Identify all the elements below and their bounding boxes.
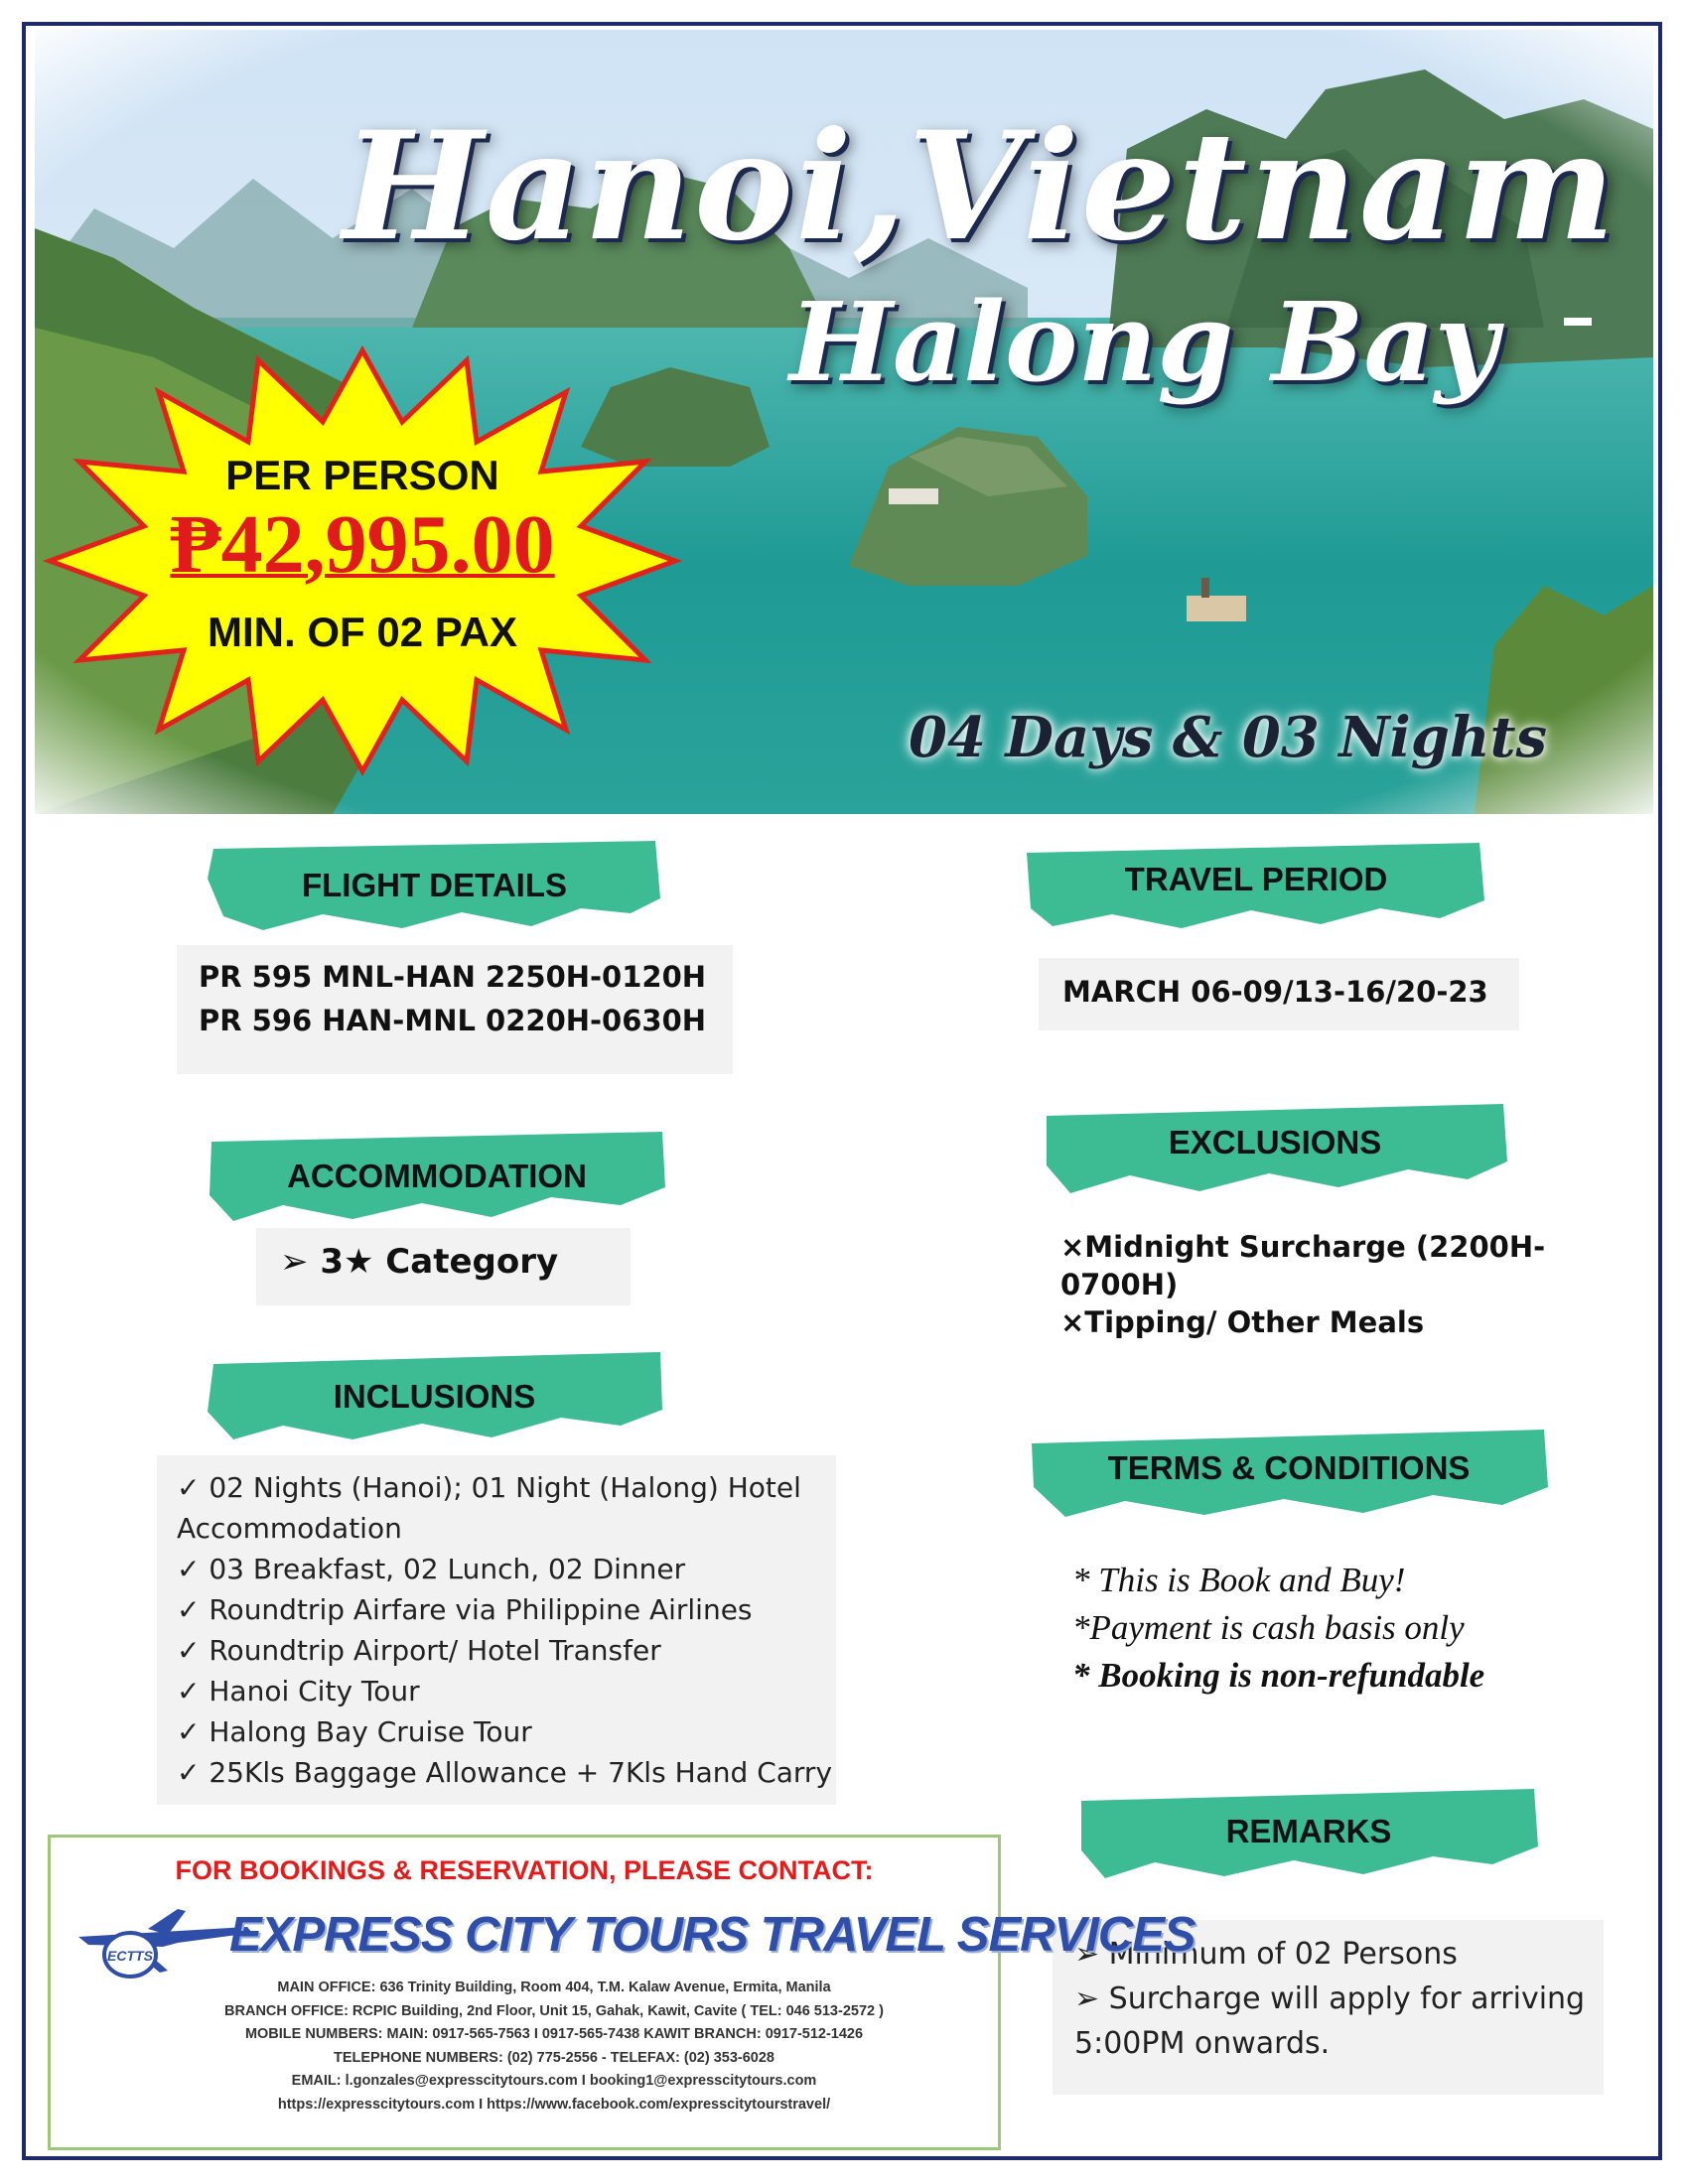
company-name: EXPRESS CITY TOURS TRAVEL SERVICES bbox=[229, 1908, 1196, 1962]
section-title: ACCOMMODATION bbox=[287, 1158, 587, 1194]
inclusion-item: ✓ Roundtrip Airfare via Philippine Airlines bbox=[177, 1593, 753, 1626]
contact-heading: FOR BOOKINGS & RESERVATION, PLEASE CONTACT: bbox=[175, 1855, 874, 1885]
price-label-bottom: MIN. OF 02 PAX bbox=[208, 609, 517, 655]
main-office-address: MAIN OFFICE: 636 Trinity Building, Room 404, T.M. Kalaw Avenue, Ermita, Manila bbox=[277, 1979, 831, 1995]
section-title: TERMS & CONDITIONS bbox=[1107, 1449, 1471, 1486]
logo-text: ECTTS bbox=[107, 1948, 153, 1964]
accommodation-value: ➢ 3★ Category bbox=[280, 1242, 559, 1282]
inclusions-box bbox=[157, 1455, 836, 1805]
remarks-header bbox=[1075, 1787, 1542, 1878]
travel-period-value: MARCH 06-09/13-16/20-23 bbox=[1062, 975, 1488, 1009]
exclusion-item: ×Tipping/ Other Meals bbox=[1060, 1305, 1425, 1339]
hero-title: Hanoi,Vietnam bbox=[343, 99, 1618, 274]
inclusion-item: ✓ Halong Bay Cruise Tour bbox=[177, 1715, 532, 1748]
remark-item: ➢ Surcharge will apply for arriving bbox=[1074, 1981, 1586, 2016]
inclusion-item: ✓ 02 Nights (Hanoi); 01 Night (Halong) Hotel bbox=[177, 1471, 801, 1504]
inclusion-item: ✓ Roundtrip Airport/ Hotel Transfer bbox=[177, 1634, 661, 1667]
inclusion-item: ✓ 03 Breakfast, 02 Lunch, 02 Dinner bbox=[177, 1553, 686, 1585]
section-title: TRAVEL PERIOD bbox=[1124, 861, 1388, 897]
section-title: EXCLUSIONS bbox=[1168, 1124, 1382, 1160]
hero-subtitle: Halong Bay bbox=[789, 278, 1498, 406]
section-title: INCLUSIONS bbox=[333, 1378, 536, 1415]
inclusion-item: ✓ Hanoi City Tour bbox=[177, 1675, 420, 1707]
website-links[interactable]: https://expresscitytours.com I https://www.facebook.com/expresscitytourstravel/ bbox=[277, 2096, 831, 2113]
term-item: * This is Book and Buy! bbox=[1072, 1561, 1406, 1599]
inclusion-item: Accommodation bbox=[177, 1512, 402, 1545]
price-label-top: PER PERSON bbox=[225, 452, 499, 498]
exclusion-item: 0700H) bbox=[1060, 1268, 1179, 1301]
exclusions-list bbox=[1060, 1228, 1577, 1341]
mobile-numbers: MOBILE NUMBERS: MAIN: 0917-565-7563 I 0917-565-7438 KAWIT BRANCH: 0917-512-1426 bbox=[244, 2026, 864, 2042]
inclusions-header bbox=[204, 1350, 665, 1441]
travel-period-box bbox=[1039, 958, 1519, 1030]
branch-office-address: BRANCH OFFICE: RCPIC Building, 2nd Floor, Unit 15, Gahak, Kawit, Cavite ( TEL: 046 513-2572 ) bbox=[224, 2002, 884, 2019]
price-value: ₱42,995.00 bbox=[170, 498, 555, 591]
contact-details bbox=[120, 1977, 988, 2116]
term-item: *Payment is cash basis only bbox=[1072, 1608, 1465, 1647]
term-item: * Booking is non-refundable bbox=[1072, 1656, 1485, 1695]
flight-details-header bbox=[204, 839, 665, 930]
remark-item: 5:00PM onwards. bbox=[1074, 2026, 1331, 2061]
inclusion-item: ✓ 25Kls Baggage Allowance + 7Kls Hand Carry bbox=[177, 1756, 833, 1789]
flight-line-return: PR 596 HAN-MNL 0220H-0630H bbox=[199, 1004, 707, 1037]
email-addresses[interactable]: EMAIL: l.gonzales@expresscitytours.com I booking1@expresscitytours.com bbox=[291, 2073, 817, 2089]
accommodation-header bbox=[204, 1130, 670, 1221]
flight-details-box bbox=[177, 945, 733, 1074]
exclusions-header bbox=[1041, 1102, 1509, 1193]
flight-line-outbound: PR 595 MNL-HAN 2250H-0120H bbox=[199, 960, 707, 994]
section-title: FLIGHT DETAILS bbox=[301, 867, 568, 903]
price-badge bbox=[40, 342, 685, 779]
remark-item: ➢ Minimum of 02 Persons bbox=[1074, 1937, 1458, 1972]
exclusion-item: ×Midnight Surcharge (2200H- bbox=[1060, 1230, 1546, 1264]
telephone-numbers: TELEPHONE NUMBERS: (02) 775-2556 - TELEFAX: (02) 353-6028 bbox=[334, 2049, 774, 2066]
travel-period-header bbox=[1023, 839, 1489, 930]
terms-list bbox=[1072, 1557, 1628, 1700]
trip-duration: 04 Days & 03 Nights bbox=[909, 705, 1548, 770]
section-title: REMARKS bbox=[1225, 1813, 1392, 1849]
contact-box bbox=[48, 1835, 1196, 2150]
accommodation-box bbox=[256, 1228, 631, 1305]
terms-header bbox=[1026, 1426, 1552, 1517]
